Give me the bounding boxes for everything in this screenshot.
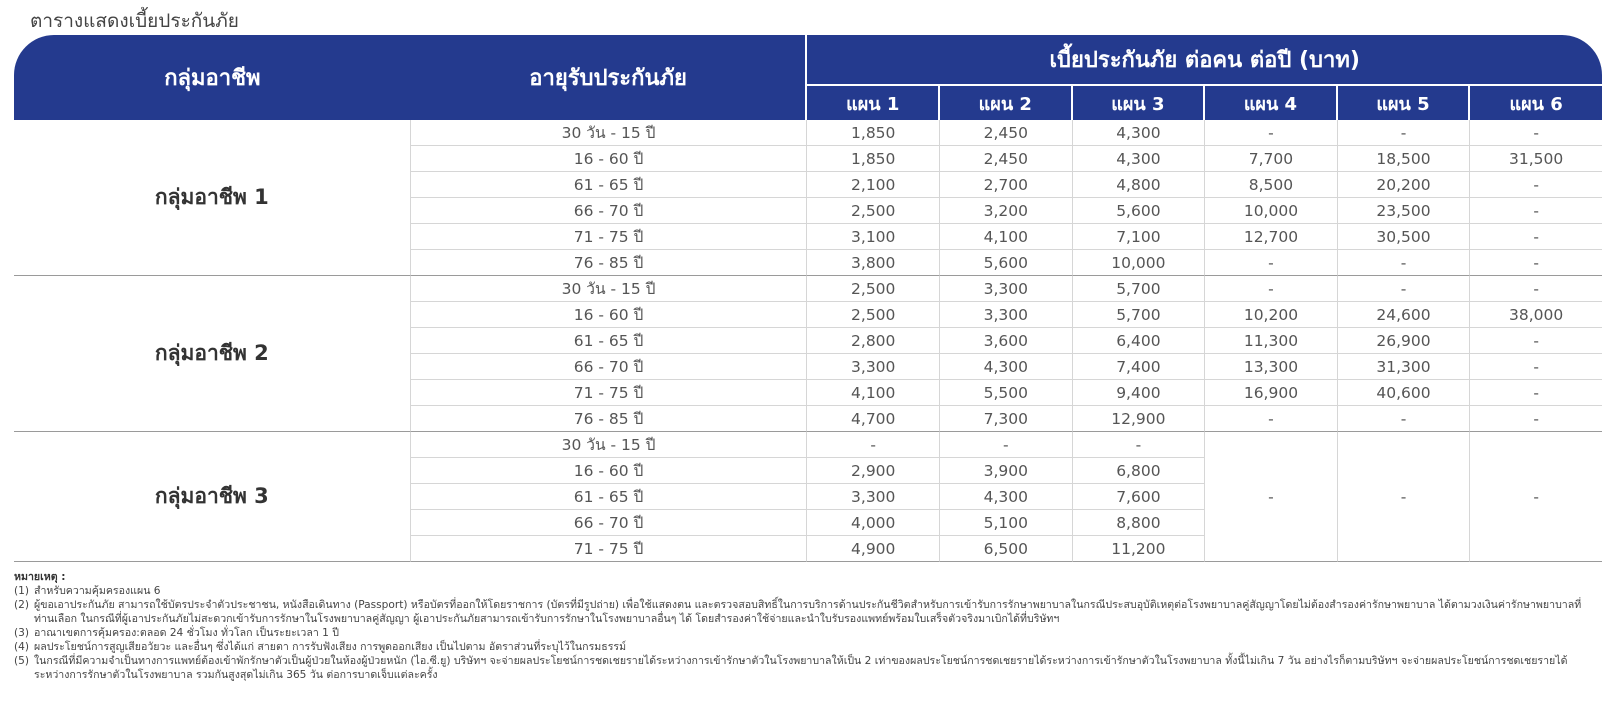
premium-cell-plan-6: - [1470, 224, 1602, 250]
premium-cell-plan-6: 38,000 [1470, 302, 1602, 328]
premium-cell-plan-2: 3,300 [940, 302, 1073, 328]
note-text: อาณาเขตการคุ้มครอง:ตลอด 24 ชั่วโมง ทั่วโลก เป็นระยะเวลา 1 ปี [34, 627, 339, 639]
age-range-cell: 66 - 70 ปี [411, 510, 808, 536]
premium-cell-plan-1: 1,850 [807, 120, 940, 146]
premium-cell-plan-4: 11,300 [1205, 328, 1338, 354]
premium-cell-plan-1: 2,900 [807, 458, 940, 484]
premium-cell-plan-3: 10,000 [1073, 250, 1206, 276]
premium-cell-plan-2: 5,600 [940, 250, 1073, 276]
age-range-cell: 30 วัน - 15 ปี [411, 120, 808, 146]
premium-cell-plan-3: 7,100 [1073, 224, 1206, 250]
premium-cell-plan-2: 3,600 [940, 328, 1073, 354]
note-item [14, 598, 1599, 626]
premium-cell-plan-4: 10,000 [1205, 198, 1338, 224]
age-range-cell: 61 - 65 ปี [411, 172, 808, 198]
premium-cell-plan-5: - [1338, 250, 1471, 276]
premium-cell-plan-1: 1,850 [807, 146, 940, 172]
premium-cell-plan-6: - [1470, 172, 1602, 198]
occupation-group-label: กลุ่มอาชีพ 2 [14, 276, 411, 432]
premium-cell-plan-6: - [1470, 198, 1602, 224]
premium-cell-plan-3: 4,300 [1073, 146, 1206, 172]
premium-cell-plan-1: 3,100 [807, 224, 940, 250]
premium-cell-plan-3: 9,400 [1073, 380, 1206, 406]
premium-cell-plan-3: 7,600 [1073, 484, 1206, 510]
premium-cell-plan-3: 6,800 [1073, 458, 1206, 484]
age-range-cell: 71 - 75 ปี [411, 224, 808, 250]
premium-cell-plan-3: 5,700 [1073, 302, 1206, 328]
premium-cell-plan-3: - [1073, 432, 1206, 458]
premium-cell-plan-2: 2,700 [940, 172, 1073, 198]
note-number: (3) [14, 627, 30, 639]
age-range-cell: 30 วัน - 15 ปี [411, 276, 808, 302]
note-number: (2) [14, 599, 30, 611]
header-plan-5: แผน 5 [1338, 86, 1471, 120]
premium-cell-plan-2: 4,300 [940, 484, 1073, 510]
table-row [14, 120, 1602, 146]
premium-cell-plan-4: 16,900 [1205, 380, 1338, 406]
premium-cell-plan-5: 30,500 [1338, 224, 1471, 250]
premium-cell-plan-2: 2,450 [940, 120, 1073, 146]
premium-cell-plan-2: 3,300 [940, 276, 1073, 302]
note-text: สำหรับความคุ้มครองแผน 6 [34, 585, 161, 597]
premium-cell-plan-5: 40,600 [1338, 380, 1471, 406]
premium-cell-plan-3: 6,400 [1073, 328, 1206, 354]
header-premium: เบี้ยประกันภัย ต่อคน ต่อปี (บาท) [807, 35, 1602, 86]
premium-cell-plan-2: 4,300 [940, 354, 1073, 380]
occupation-group-label: กลุ่มอาชีพ 3 [14, 432, 411, 562]
premium-cell-plan-6: - [1470, 276, 1602, 302]
header-plan-4: แผน 4 [1205, 86, 1338, 120]
age-range-cell: 76 - 85 ปี [411, 250, 808, 276]
premium-cell-plan-1: 4,700 [807, 406, 940, 432]
note-item [14, 626, 1599, 640]
premium-cell-plan-6: - [1470, 328, 1602, 354]
note-text: ผลประโยชน์การสูญเสียอวัยวะ และอื่นๆ ซึ่งได้แก่ สายตา การรับฟังเสียง การพูดออกเสียง เป็นไปตาม อัตราส่วนที่ระบุไว้ในกรมธรรม์ [34, 641, 627, 653]
header-plan-6: แผน 6 [1470, 86, 1602, 120]
premium-cell-plan-5: - [1338, 406, 1471, 432]
premium-cell-plan-4: - [1205, 250, 1338, 276]
age-range-cell: 66 - 70 ปี [411, 354, 808, 380]
age-range-cell: 71 - 75 ปี [411, 380, 808, 406]
note-item [14, 584, 1599, 598]
table-body [14, 120, 1602, 562]
note-number: (5) [14, 655, 30, 667]
premium-cell-plan-5: 20,200 [1338, 172, 1471, 198]
notes-section [14, 570, 1599, 682]
premium-cell-plan-3: 4,300 [1073, 120, 1206, 146]
premium-cell-plan-1: 2,100 [807, 172, 940, 198]
occupation-group-label: กลุ่มอาชีพ 1 [14, 120, 411, 276]
premium-cell-plan-1: 2,500 [807, 198, 940, 224]
header-insured-age: อายุรับประกันภัย [411, 35, 808, 120]
premium-cell-plan-2: 2,450 [940, 146, 1073, 172]
premium-cell-plan-1: 3,300 [807, 484, 940, 510]
premium-cell-plan-1: 3,800 [807, 250, 940, 276]
premium-cell-plan-5: 31,300 [1338, 354, 1471, 380]
premium-cell-plan-2: 6,500 [940, 536, 1073, 562]
premium-cell-plan-1: - [807, 432, 940, 458]
age-range-cell: 71 - 75 ปี [411, 536, 808, 562]
premium-cell-plan-3: 5,600 [1073, 198, 1206, 224]
premium-cell-plan-3: 4,800 [1073, 172, 1206, 198]
premium-cell-plan-3: 5,700 [1073, 276, 1206, 302]
page-title: ตารางแสดงเบี้ยประกันภัย [30, 10, 239, 32]
note-number: (1) [14, 585, 30, 597]
premium-cell-plan-1: 4,100 [807, 380, 940, 406]
premium-cell-plan-2: 5,100 [940, 510, 1073, 536]
age-range-cell: 30 วัน - 15 ปี [411, 432, 808, 458]
premium-cell-plan-3: 8,800 [1073, 510, 1206, 536]
age-range-cell: 61 - 65 ปี [411, 484, 808, 510]
premium-cell-plan-1: 3,300 [807, 354, 940, 380]
premium-cell-plan-4: 13,300 [1205, 354, 1338, 380]
premium-cell-plan-4: - [1205, 406, 1338, 432]
note-text: ในกรณีที่มีความจำเป็นทางการแพทย์ต้องเข้าพักรักษาตัวเป็นผู้ป่วยในห้องผู้ป่วยหนัก (ไอ.ซี.ยู) บริษัทฯ จะจ่ายผลประโยชน์การชดเชยรายได้ระหว่างการเข้ารักษาตัวในโรงพยาบาลให้เป็น 2 เท่าของผลประโยชน์การชดเชยรายได้ระหว่างการเข้ารักษาตัวในโรงพยาบาล ทั้งนี้ไม่เกิน 7 วัน อย่างไรก็ตามบริษัทฯ จะจ่ายผลประโยชน์การชดเชยรายได้ระหว่างการรักษาตัวในโรงพยาบาล รวมกันสูงสุดไม่เกิน 365 วัน ต่อการบาดเจ็บแต่ละครั้ง [34, 655, 1568, 681]
age-range-cell: 66 - 70 ปี [411, 198, 808, 224]
note-number: (4) [14, 641, 30, 653]
premium-cell-plan-4: 8,500 [1205, 172, 1338, 198]
age-range-cell: 16 - 60 ปี [411, 302, 808, 328]
premium-cell-plan-6: - [1470, 250, 1602, 276]
age-range-cell: 61 - 65 ปี [411, 328, 808, 354]
premium-cell-plan-4: 7,700 [1205, 146, 1338, 172]
premium-cell-plan-1: 2,500 [807, 276, 940, 302]
premium-cell-plan-5: 24,600 [1338, 302, 1471, 328]
premium-cell-plan-2: 5,500 [940, 380, 1073, 406]
header-plan-2: แผน 2 [940, 86, 1073, 120]
premium-cell-plan-5: 23,500 [1338, 198, 1471, 224]
premium-cell-plan-3: 11,200 [1073, 536, 1206, 562]
premium-cell-plan-6: - [1470, 380, 1602, 406]
premium-cell-plan-2: 3,200 [940, 198, 1073, 224]
header-plan-3: แผน 3 [1073, 86, 1206, 120]
premium-cell-plan-2: 4,100 [940, 224, 1073, 250]
premium-cell-plan-5: 18,500 [1338, 146, 1471, 172]
age-range-cell: 76 - 85 ปี [411, 406, 808, 432]
premium-cell-plan-1: 2,800 [807, 328, 940, 354]
premium-cell-plan-6: 31,500 [1470, 146, 1602, 172]
premium-cell-plan-4: - [1205, 120, 1338, 146]
premium-cell-plan-2: 3,900 [940, 458, 1073, 484]
header-occupation-group: กลุ่มอาชีพ [14, 35, 411, 120]
premium-cell-plan-4: - [1205, 276, 1338, 302]
premium-cell-plan-1: 2,500 [807, 302, 940, 328]
table-row [14, 276, 1602, 302]
note-item [14, 640, 1599, 654]
age-range-cell: 16 - 60 ปี [411, 458, 808, 484]
premium-cell-plan-2: 7,300 [940, 406, 1073, 432]
premium-cell-plan-3: 12,900 [1073, 406, 1206, 432]
premium-table [14, 35, 1602, 562]
premium-cell-plan-4-merged: - [1205, 432, 1338, 562]
note-item [14, 654, 1599, 682]
premium-cell-plan-5-merged: - [1338, 432, 1471, 562]
premium-cell-plan-6: - [1470, 406, 1602, 432]
premium-cell-plan-5: - [1338, 276, 1471, 302]
premium-cell-plan-5: - [1338, 120, 1471, 146]
premium-cell-plan-3: 7,400 [1073, 354, 1206, 380]
table-row [14, 432, 1602, 458]
note-text: ผู้ขอเอาประกันภัย สามารถใช้บัตรประจำตัวประชาชน, หนังสือเดินทาง (Passport) หรือบัตรที่ออกให้โดยราชการ (บัตรที่มีรูปถ่าย) เพื่อใช้แสดงตน และตรวจสอบสิทธิ์ในการบริการด้านประกันชีวิตสำหรับการเข้ารับการรักษาพยาบาลในกรณีประสบอุบัติเหตุต่อโรงพยาบาลคู่สัญญาโดยไม่ต้องสำรองค่ารักษาพยาบาล ได้ตามวงเงินค่ารักษาพยาบาลที่ท่านเลือก ในกรณีที่ผู้เอาประกันภัยไม่สะดวกเข้ารับการรักษาในโรงพยาบาลคู่สัญญา ผู้เอาประกันภัยสามารถเข้ารับการรักษาในโรงพยาบาลอื่นๆ ได้ โดยสำรองค่าใช้จ่ายและนำใบรับรองแพทย์พร้อมใบเสร็จตัวจริงมาเบิกได้ที่บริษัทฯ [34, 599, 1582, 625]
age-range-cell: 16 - 60 ปี [411, 146, 808, 172]
premium-cell-plan-1: 4,900 [807, 536, 940, 562]
premium-cell-plan-1: 4,000 [807, 510, 940, 536]
premium-cell-plan-6-merged: - [1470, 432, 1602, 562]
premium-cell-plan-5: 26,900 [1338, 328, 1471, 354]
premium-cell-plan-6: - [1470, 354, 1602, 380]
premium-cell-plan-2: - [940, 432, 1073, 458]
premium-cell-plan-6: - [1470, 120, 1602, 146]
header-plan-1: แผน 1 [807, 86, 940, 120]
premium-cell-plan-4: 12,700 [1205, 224, 1338, 250]
premium-cell-plan-4: 10,200 [1205, 302, 1338, 328]
notes-heading: หมายเหตุ : [14, 571, 66, 583]
